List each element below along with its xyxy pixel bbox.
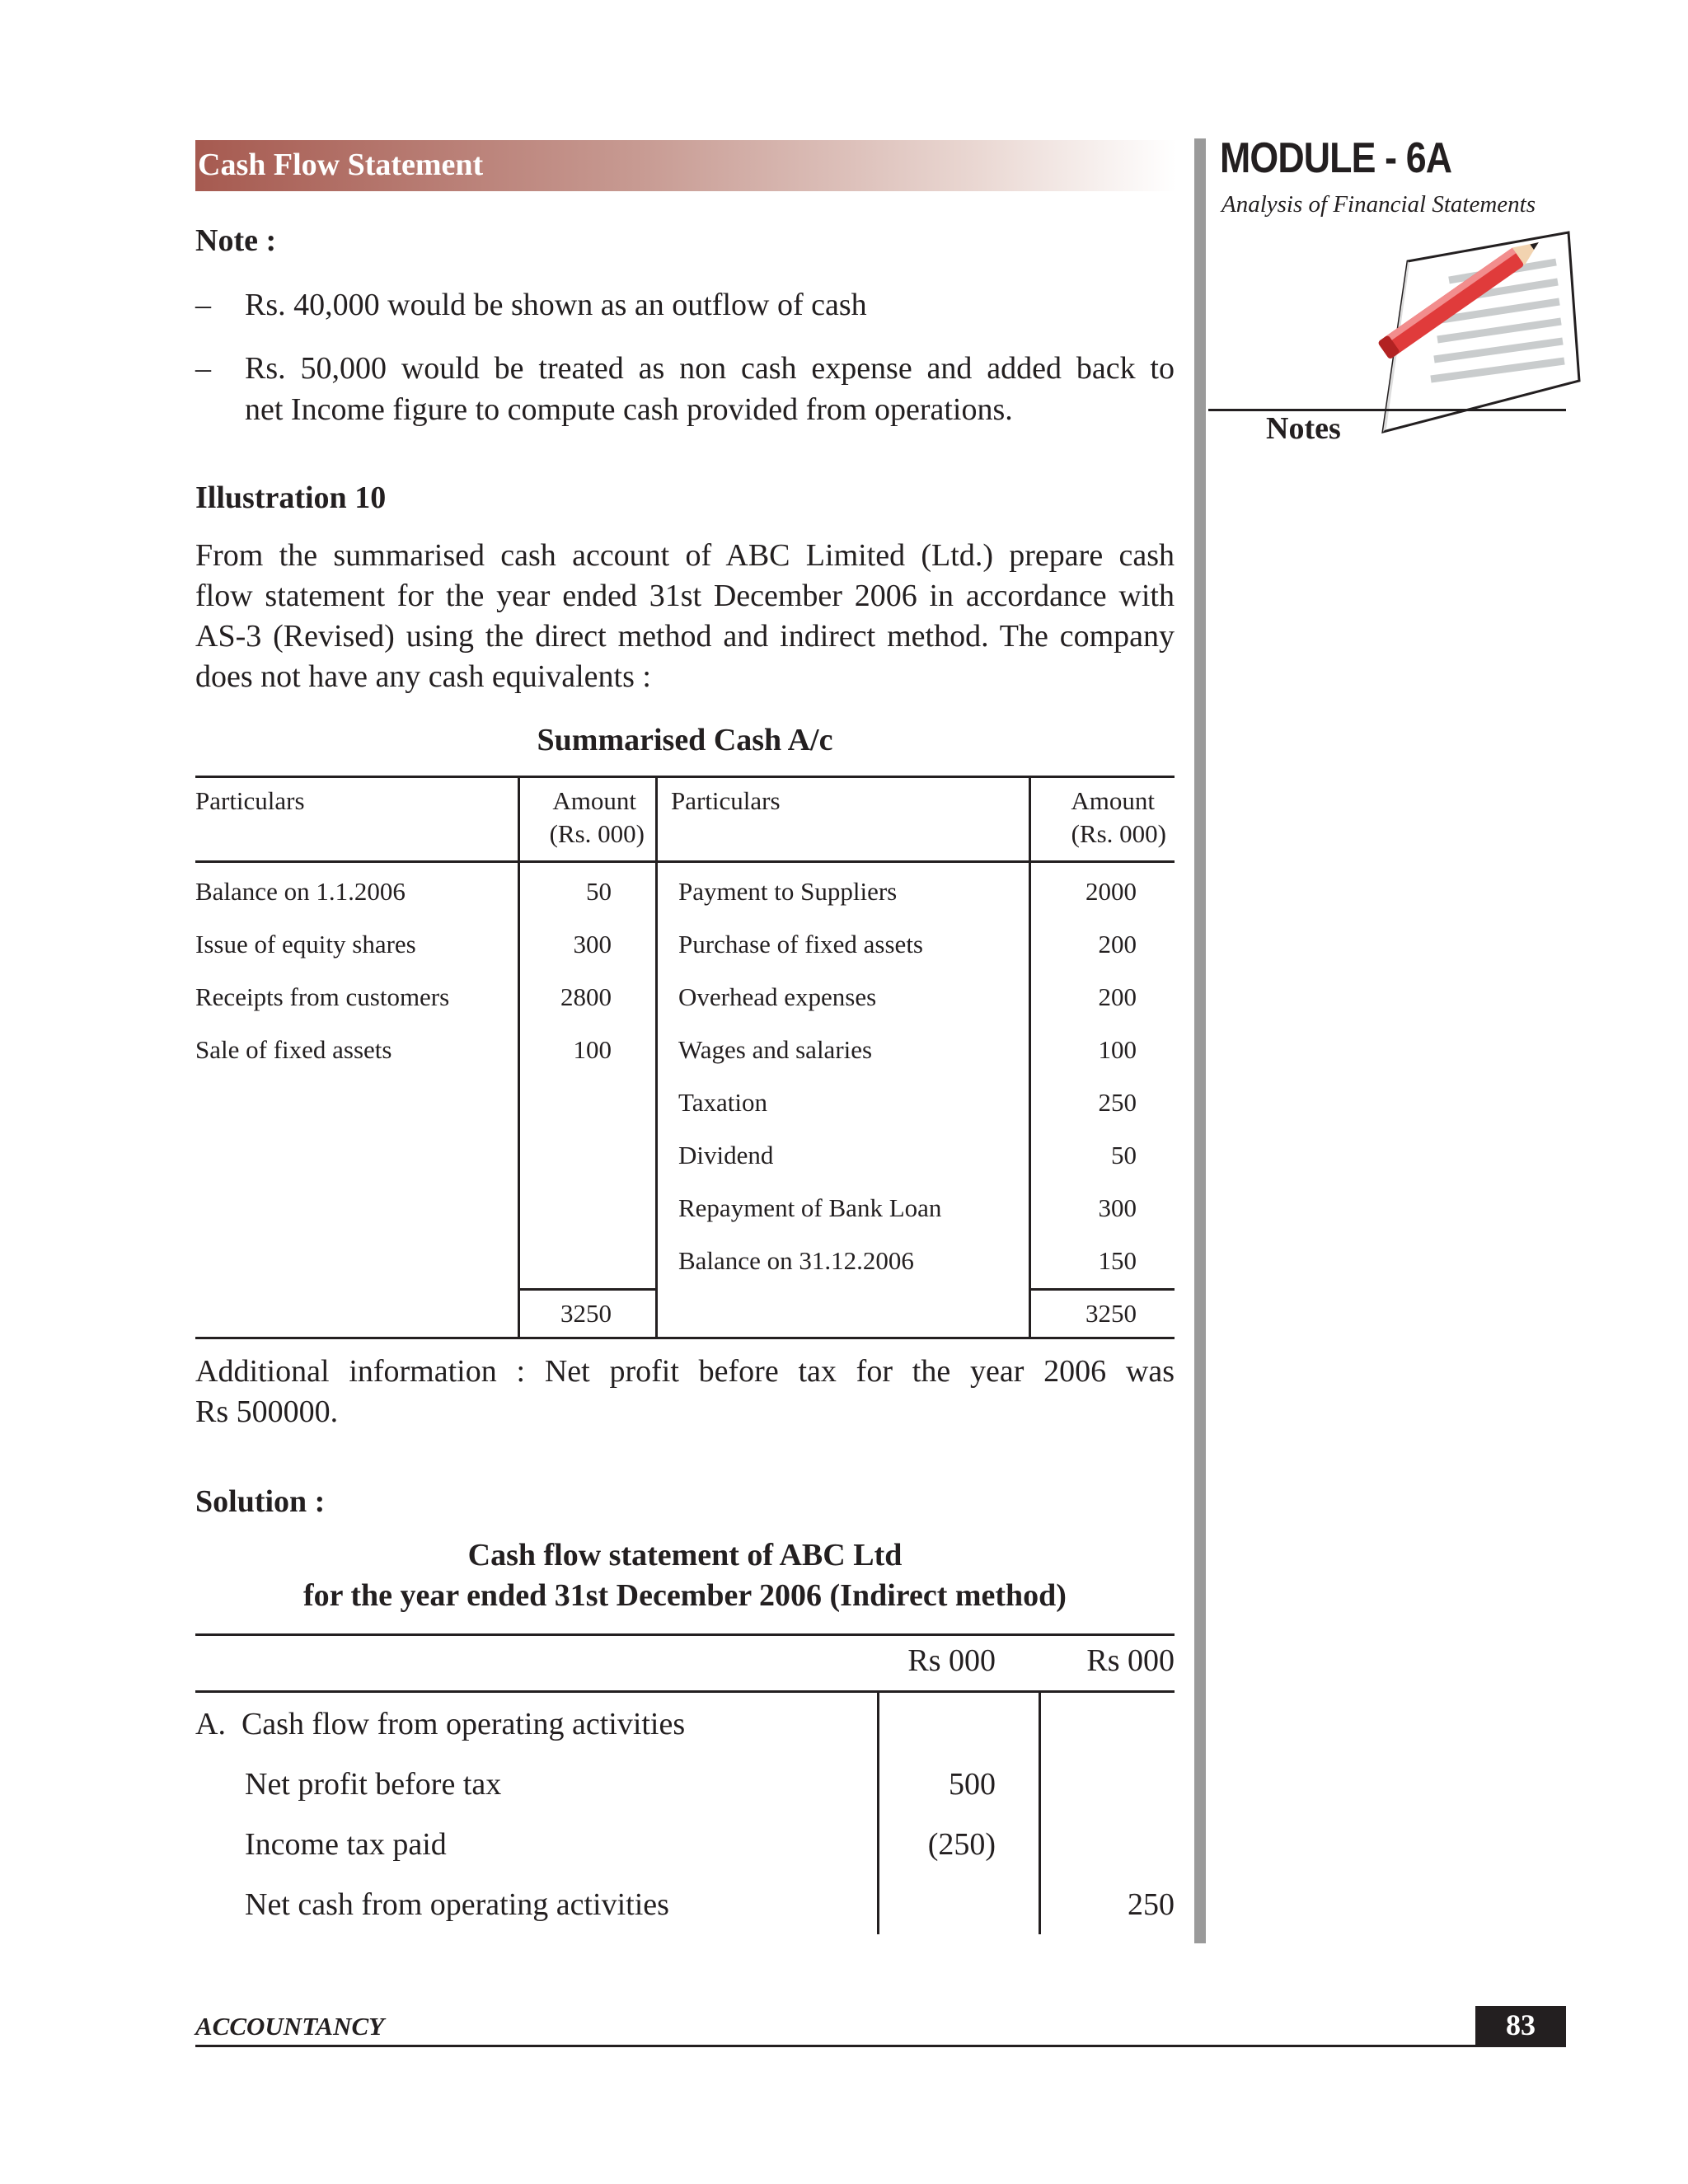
table-column-line [877, 1690, 879, 1934]
solution-title: Solution : [195, 1484, 326, 1519]
column-header: Amount [552, 786, 636, 815]
column-header: Rs 000 [907, 1643, 996, 1678]
page-number: 83 [1475, 2006, 1566, 2046]
cash-account-title: Summarised Cash A/c [537, 723, 833, 757]
table-cell: Repayment of Bank Loan [678, 1193, 942, 1222]
illustration-line: does not have any cash equivalents : [195, 659, 651, 694]
section-label: A. Cash flow from operating activities [195, 1707, 686, 1741]
table-rule [195, 776, 1175, 778]
table-rule [195, 860, 1175, 863]
table-cell: Receipts from customers [195, 982, 450, 1011]
table-total: 3250 [560, 1299, 612, 1328]
statement-row-value: 250 [1128, 1887, 1175, 1922]
bullet-dash: – [195, 288, 211, 322]
table-cell: 250 [1098, 1088, 1137, 1117]
illustration-line: AS-3 (Revised) using the direct method and indirect method. The company [195, 619, 1175, 654]
notes-label: Notes [1266, 411, 1341, 446]
note-bullet-1: Rs. 40,000 would be shown as an outflow of cash [245, 288, 867, 322]
note-bullet-2-line-2: net Income figure to compute cash provided from operations. [245, 392, 1013, 427]
column-header: (Rs. 000) [1071, 819, 1166, 848]
bullet-dash: – [195, 351, 211, 386]
module-subtitle: Analysis of Financial Statements [1221, 191, 1536, 218]
statement-row-label: Net profit before tax [245, 1767, 502, 1802]
page-header-title: Cash Flow Statement [198, 148, 484, 182]
table-cell: 50 [1111, 1141, 1137, 1169]
column-header: Particulars [195, 786, 305, 815]
statement-row-label: Net cash from operating activities [245, 1887, 669, 1922]
table-rule [195, 1337, 1175, 1339]
table-cell: Purchase of fixed assets [678, 930, 923, 958]
additional-info-line: Rs 500000. [195, 1394, 339, 1429]
table-cell: Balance on 1.1.2006 [195, 877, 406, 906]
table-cell: Wages and salaries [678, 1035, 873, 1064]
table-cell: Dividend [678, 1141, 774, 1169]
table-cell: 100 [573, 1035, 612, 1064]
illustration-line: From the summarised cash account of ABC Limited (Ltd.) prepare cash [195, 538, 1175, 573]
table-rule [1029, 1288, 1175, 1291]
note-title: Note : [195, 223, 277, 258]
table-cell: 2000 [1085, 877, 1137, 906]
footer-rule [195, 2045, 1566, 2047]
table-cell: 100 [1098, 1035, 1137, 1064]
statement-row-value: (250) [927, 1827, 996, 1862]
statement-subtitle: for the year ended 31st December 2006 (Indirect method) [303, 1578, 1067, 1613]
column-header: Amount [1071, 786, 1155, 815]
table-rule [195, 1633, 1175, 1636]
table-cell: 300 [1098, 1193, 1137, 1222]
table-cell: Taxation [678, 1088, 768, 1117]
column-header: Particulars [671, 786, 781, 815]
column-header: (Rs. 000) [549, 819, 645, 848]
note-bullet-2-line-1: Rs. 50,000 would be treated as non cash expense and added back to [245, 351, 1175, 386]
table-cell: 150 [1098, 1246, 1137, 1275]
table-rule [518, 1288, 656, 1291]
table-cell: 200 [1098, 982, 1137, 1011]
statement-title: Cash flow statement of ABC Ltd [467, 1538, 903, 1572]
table-cell: Issue of equity shares [195, 930, 416, 958]
notepad-pencil-icon [1358, 216, 1581, 448]
module-title: MODULE - 6A [1220, 134, 1452, 182]
table-cell: Payment to Suppliers [678, 877, 898, 906]
column-header: Rs 000 [1086, 1643, 1175, 1678]
table-rule [195, 1690, 1175, 1693]
table-total: 3250 [1085, 1299, 1137, 1328]
additional-info-line: Additional information : Net profit before tax for the year 2006 was [195, 1354, 1175, 1389]
table-column-line [655, 776, 658, 1339]
table-cell: Sale of fixed assets [195, 1035, 392, 1064]
footer-subject: ACCOUNTANCY [195, 2012, 385, 2041]
statement-row-label: Income tax paid [245, 1827, 447, 1862]
table-column-line [1039, 1690, 1041, 1934]
sidebar-divider [1194, 138, 1206, 1943]
table-cell: 50 [586, 877, 612, 906]
table-cell: Balance on 31.12.2006 [678, 1246, 914, 1275]
statement-row-value: 500 [949, 1767, 996, 1802]
table-cell: 200 [1098, 930, 1137, 958]
table-cell: 2800 [560, 982, 612, 1011]
illustration-line: flow statement for the year ended 31st December 2006 in accordance with [195, 579, 1175, 613]
illustration-title: Illustration 10 [195, 480, 387, 515]
table-cell: 300 [573, 930, 612, 958]
notes-rule [1208, 409, 1566, 411]
table-cell: Overhead expenses [678, 982, 877, 1011]
